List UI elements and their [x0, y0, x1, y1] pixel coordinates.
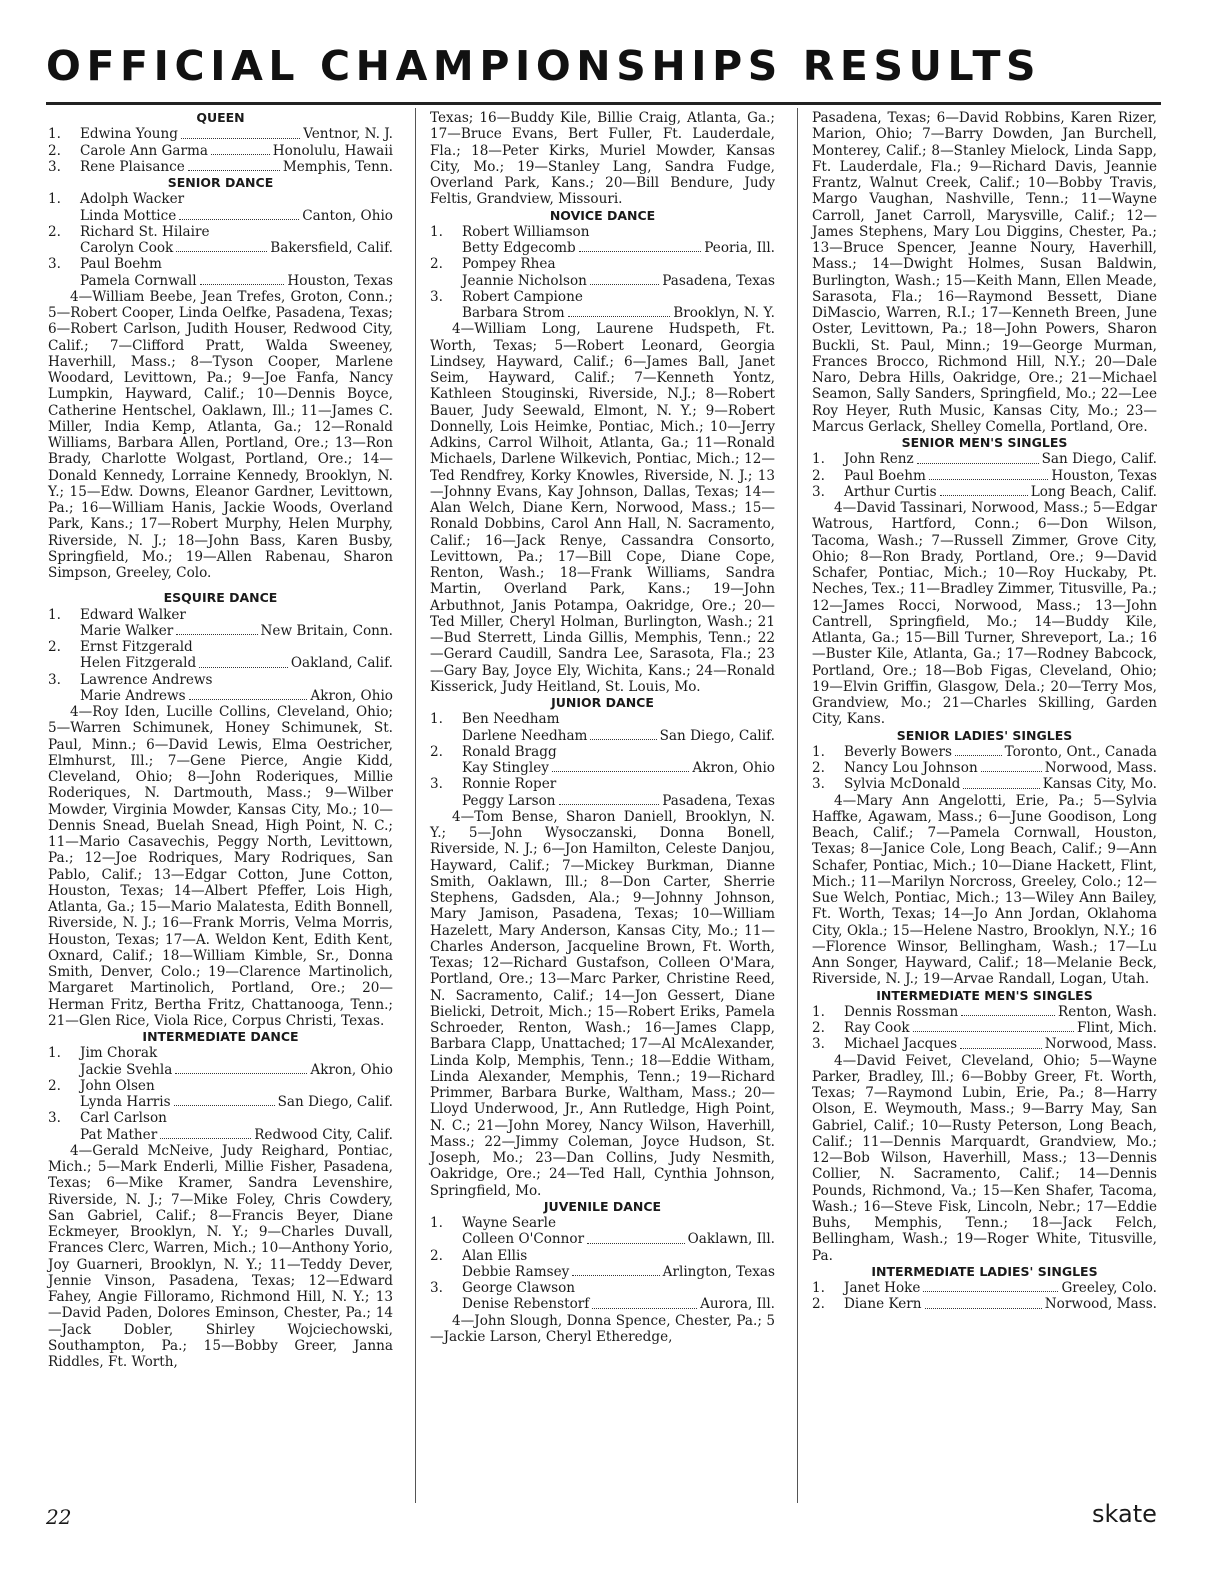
place-partner-1: 3. Robert Campione [430, 288, 583, 305]
place-partner-2: Jeannie Nicholson Pasadena, Texas [462, 272, 775, 289]
section-heading-queen: QUEEN [196, 110, 245, 125]
column-1 [48, 110, 393, 1370]
place-line: 1. Dennis Rossman Renton, Wash. [812, 1003, 1157, 1020]
place-partner-1: 1. Jim Chorak [48, 1045, 158, 1062]
page-title: OFFICIAL CHAMPIONSHIPS RESULTS [46, 42, 1042, 90]
section-heading-senior-mens-singles: SENIOR MEN'S SINGLES [901, 435, 1068, 450]
place-line: 1. Beverly Bowers Toronto, Ont., Canada [812, 743, 1157, 760]
magazine-name: skate [1092, 1500, 1157, 1528]
place-partner-1: 2. Pompey Rhea [430, 256, 556, 273]
column-divider [797, 108, 798, 1503]
section-heading-novice-dance: NOVICE DANCE [549, 207, 656, 223]
place-partner-2: Linda Mottice Canton, Ohio [80, 207, 393, 224]
place-partner-1: 2. John Olsen [48, 1077, 155, 1094]
place-partner-1: 3. Lawrence Andrews [48, 671, 213, 688]
place-partner-2: Darlene Needham San Diego, Calif. [462, 727, 775, 744]
place-line: 3. Arthur Curtis Long Beach, Calif. [812, 483, 1157, 500]
section-heading-junior-dance: JUNIOR DANCE [551, 695, 654, 710]
section-heading-intermediate-dance: INTERMEDIATE DANCE [142, 1029, 299, 1044]
place-line: 2. Ray Cook Flint, Mich. [812, 1020, 1157, 1036]
place-partner-1: 3. Paul Boehm [48, 256, 162, 273]
section-heading-senior-dance: SENIOR DANCE [167, 175, 274, 190]
place-partner-1: 3. Carl Carlson [48, 1110, 167, 1127]
place-partner-1: 2. Richard St. Hilaire [48, 223, 210, 240]
place-partner-2: Debbie Ramsey Arlington, Texas [462, 1263, 775, 1280]
place-partner-2: Denise Rebenstorf Aurora, Ill. [462, 1296, 775, 1313]
place-partner-2: Pat Mather Redwood City, Calif. [80, 1126, 393, 1143]
place-partner-2: Colleen O'Connor Oaklawn, Ill. [462, 1231, 775, 1248]
place-partner-2: Peggy Larson Pasadena, Texas [462, 792, 775, 809]
section-heading-senior-ladies-singles: SENIOR LADIES' SINGLES [896, 727, 1073, 743]
results-paragraph: 4—John Slough, Donna Spence, Chester, Pa.; 5—Jackie Larson, Cheryl Etheredge, [430, 1312, 775, 1345]
column-2 [430, 110, 775, 1345]
place-partner-2: Kay Stingley Akron, Ohio [462, 760, 775, 776]
place-partner-2: Marie Walker New Britain, Conn. [80, 622, 393, 639]
place-partner-1: 3. Ronnie Roper [430, 776, 557, 793]
place-line: 2. Nancy Lou Johnson Norwood, Mass. [812, 760, 1157, 776]
results-paragraph: 4—Mary Ann Angelotti, Erie, Pa.; 5—Sylvia Haffke, Agawam, Mass.; 6—June Goodison, Long Beach, Calif.; 7—Pamela Cornwall, Houston, Texas; 8—Janice Cole, Long Beach, Calif.; 9—Ann Schafer, Pontiac, Mich.; 10—Diane Hackett, Flint, Mich.; 11—Marilyn Norcross, Greeley, Colo.; 12—Sue Welch, Pontiac, Mich.; 13—Wiley Ann Bailey, Ft. Worth, Texas; 14—Jo Ann Jordan, Oklahoma City, Okla.; 15—Helene Nastro, Brooklyn, N.Y.; 16—Florence Winsor, Bellingham, Wash.; 17—Lu Ann Songer, Hayward, Calif.; 18—Melanie Beck, Riverside, N. J.; 19—Arvae Randall, Logan, Utah. [812, 792, 1157, 988]
place-line: 1. Janet Hoke Greeley, Colo. [812, 1280, 1157, 1296]
section-heading-intermediate-ladies-singles: INTERMEDIATE LADIES' SINGLES [871, 1263, 1098, 1279]
place-partner-1: 1. Wayne Searle [430, 1215, 557, 1231]
results-paragraph: 4—William Long, Laurene Hudspeth, Ft. Worth, Texas; 5—Robert Leonard, Georgia Lindsey, Hayward, Calif.; 6—James Ball, Janet Seim, Hayward, Calif.; 7—Kenneth Yontz, Kathleen Stouginski, Riverside, N.J.; 8—Robert Bauer, Judy Seewald, Elmont, N. Y.; 9—Robert Donnelly, Lois Heimke, Pontiac, Mich.; 10—Jerry Adkins, Carrol Wilhoit, Atlanta, Ga.; 11—Ronald Michaels, Darlene Wilkevich, Pontiac, Mich.; 12—Ted Rendfrey, Korky Knowles, Riverside, N. J.; 13—Johnny Evans, Kay Johnson, Dallas, Texas; 14—Alan Welch, Diane Kern, Norwood, Mass.; 15—Ronald Dobbins, Carol Ann Hall, N. Sacramento, Calif.; 16—Jack Renye, Cassandra Consorto, Levittown, Pa.; 17—Bill Cope, Diane Cope, Renton, Wash.; 18—Frank Williams, Sandra Martin, Overland Park, Kans.; 19—John Arbuthnot, Janis Potampa, Oakridge, Ore.; 20—Ted Miller, Cheryl Holman, Burlington, Wash.; 21—Bud Sterrett, Linda Gillis, Memphis, Tenn.; 22—Gerard Caudill, Sandra Lee, Sarasota, Fla.; 23—Gary Bay, Joyce Ely, Wichita, Kans.; 24—Ronald Kisserick, Judy Heitland, St. Louis, Mo. [430, 321, 775, 695]
place-partner-2: Pamela Cornwall Houston, Texas [80, 272, 393, 289]
place-partner-1: 2. Ernst Fitzgerald [48, 639, 193, 655]
results-paragraph: 4—Tom Bense, Sharon Daniell, Brooklyn, N. Y.; 5—John Wysoczanski, Donna Bonell, Riverside, N. J.; 6—Jon Hamilton, Celeste Danjou, Hayward, Calif.; 7—Mickey Burkman, Dianne Smith, Oaklawn, Ill.; 8—Don Carter, Sherrie Stephens, Gadsden, Ala.; 9—Johnny Johnson, Mary Jamison, Pasadena, Texas; 10—William Hazelett, Mary Anderson, Kansas City, Mo.; 11—Charles Anderson, Jacqueline Brown, Ft. Worth, Texas; 12—Richard Gustafson, Colleen O'Mara, Portland, Ore.; 13—Marc Parker, Christine Reed, N. Sacramento, Calif.; 14—Jon Gessert, Diane Bielicki, Detroit, Mich.; 15—Robert Eriks, Pamela Schroeder, Renton, Wash.; 16—James Clapp, Barbara Clapp, Unattached; 17—Al McAlexander, Linda Kolp, Memphis, Tenn.; 18—Eddie Witham, Linda Alexander, Memphis, Tenn.; 19—Richard Primmer, Barbara Burke, Waltham, Mass.; 20—Lloyd Underwood, Jr., Ann Rutledge, High Point, N. C.; 21—John Morey, Nancy Wilson, Haverhill, Mass.; 22—Jimmy Coleman, Joyce Hudson, St. Joseph, Mo.; 23—Dan Collins, Judy Nesmith, Oakridge, Ore.; 24—Ted Hall, Cynthia Johnson, Springfield, Mo. [430, 808, 775, 1199]
place-partner-2: Carolyn Cook Bakersfield, Calif. [80, 240, 393, 256]
page-number: 22 [46, 1505, 72, 1529]
column-divider [415, 108, 416, 1503]
results-paragraph: 4—Roy Iden, Lucille Collins, Cleveland, Ohio; 5—Warren Schimunek, Honey Schimunek, St. Paul, Minn.; 6—David Lewis, Elma Oestricher, Elmhurst, Ill.; 7—Gene Pierce, Angie Kidd, Cleveland, Ohio; 8—John Roderiques, Millie Roderiques, N. Dartmouth, Mass.; 9—Wilber Mowder, Virginia Mowder, Kansas City, Mo.; 10—Dennis Snead, Buelah Snead, High Point, N. C.; 11—Mario Casavechis, Peggy North, Levittown, Pa.; 12—Joe Rodriques, Mary Rodriques, San Pablo, Calif.; 13—Edgar Cotton, June Cotton, Houston, Texas; 14—Albert Pfeffer, Lois High, Atlanta, Ga.; 15—Mario Malatesta, Edith Bonnell, Riverside, N. J.; 16—Frank Morris, Velma Morris, Houston, Texas; 17—A. Weldon Kent, Edith Kent, Oxnard, Calif.; 18—William Kimble, Sr., Donna Smith, Denver, Colo.; 19—Clarence Martinolich, Margaret Martinolich, Portland, Ore.; 20—Herman Fritz, Bertha Fritz, Chattanooga, Tenn.; 21—Glen Rice, Viola Rice, Corpus Christi, Texas. [48, 704, 393, 1029]
place-partner-2: Betty Edgecomb Peoria, Ill. [462, 240, 775, 256]
place-partner-2: Helen Fitzgerald Oakland, Calif. [80, 655, 393, 672]
place-partner-1: 1. Ben Needham [430, 711, 560, 728]
results-paragraph-continued: Texas; 16—Buddy Kile, Billie Craig, Atlanta, Ga.; 17—Bruce Evans, Bert Fuller, Ft. Lauderdale, Fla.; 18—Peter Kirks, Muriel Mowder, Kansas City, Mo.; 19—Stanley Lang, Sandra Fudge, Overland Park, Kans.; 20—Bill Bendure, Judy Feltis, Grandview, Missouri. [430, 110, 775, 208]
place-partner-2: Lynda Harris San Diego, Calif. [80, 1094, 393, 1110]
column-3 [812, 110, 1157, 1313]
place-partner-1: 2. Ronald Bragg [430, 743, 557, 760]
results-paragraph: 4—Gerald McNeive, Judy Reighard, Pontiac, Mich.; 5—Mark Enderli, Millie Fisher, Pasadena, Texas; 6—Mike Kramer, Sandra Levenshire, Riverside, N. J.; 7—Mike Foley, Chris Cowdery, San Gabriel, Calif.; 8—Francis Beyer, Diane Eckmeyer, Brooklyn, N. Y.; 9—Charles Duvall, Frances Clerc, Warren, Mich.; 10—Anthony Yorio, Joy Guarneri, Brooklyn, N. Y.; 11—Teddy Dever, Jennie Vinson, Pasadena, Texas; 12—Edward Fahey, Angie Filloramo, Richmond Hill, N. Y.; 13—David Paden, Dolores Eminson, Chester, Pa.; 14—Jack Dobler, Shirley Wojciechowski, Southampton, Pa.; 15—Bobby Greer, Janna Riddles, Ft. Worth, [48, 1142, 393, 1370]
place-partner-2: Jackie Svehla Akron, Ohio [80, 1061, 393, 1078]
place-partner-1: 1. Adolph Wacker [48, 191, 185, 208]
place-line: 2. Diane Kern Norwood, Mass. [812, 1296, 1157, 1313]
place-line: 3. Sylvia McDonald Kansas City, Mo. [812, 776, 1157, 793]
place-line: 1. Edwina Young Ventnor, N. J. [48, 126, 393, 143]
place-partner-1: 1. Edward Walker [48, 606, 186, 623]
place-partner-1: 2. Alan Ellis [430, 1247, 528, 1264]
place-partner-2: Marie Andrews Akron, Ohio [80, 687, 393, 704]
place-partner-2: Barbara Strom Brooklyn, N. Y. [462, 305, 775, 321]
results-paragraph: 4—William Beebe, Jean Trefes, Groton, Conn.; 5—Robert Cooper, Linda Oelfke, Pasadena, Texas; 6—Robert Carlson, Judith Houser, Redwood City, Calif.; 7—Clifford Pratt, Walda Sweeney, Haverhill, Mass.; 8—Tyson Cooper, Marlene Woodard, Levittown, Pa.; 9—Joe Fanfa, Nancy Lumpkin, Hayward, Calif.; 10—Dennis Boyce, Catherine Hentschel, Oaklawn, Ill.; 11—James C. Miller, India Kemp, Atlanta, Ga.; 12—Ronald Williams, Barbara Allen, Portland, Ore.; 13—Ron Brady, Charlotte Wolgast, Portland, Ore.; 14—Donald Kennedy, Lorraine Kennedy, Brooklyn, N. Y.; 15—Edw. Downs, Eleanor Gardner, Levittown, Pa.; 16—William Hanis, Jackie Woods, Overland Park, Kans.; 17—Robert Murphy, Helen Murphy, Riverside, N. J.; 18—John Bass, Karen Busby, Springfield, Mo.; 19—Allen Rabenau, Sharon Simpson, Greeley, Colo. [48, 288, 393, 581]
title-rule [46, 102, 1161, 105]
place-line: 2. Paul Boehm Houston, Texas [812, 467, 1157, 484]
place-partner-1: 1. Robert Williamson [430, 223, 590, 240]
place-partner-1: 3. George Clawson [430, 1280, 576, 1296]
section-heading-juvenile-dance: JUVENILE DANCE [543, 1198, 662, 1214]
results-paragraph-continued: Pasadena, Texas; 6—David Robbins, Karen Rizer, Marion, Ohio; 7—Barry Dowden, Jan Burchell, Monterey, Calif.; 8—Stanley Mielock, Linda Sapp, Ft. Lauderdale, Fla.; 9—Richard Davis, Jeannie Frantz, Walnut Creek, Calif.; 10—Bobby Travis, Margo Vaughan, Nashville, Tenn.; 11—Wayne Carroll, Janet Carroll, Marysville, Calif.; 12—James Stephens, Mary Lou Diggins, Chester, Pa.; 13—Bruce Spencer, Jeanne Noury, Haverhill, Mass.; 14—Dwight Holmes, Susan Baldwin, Burlington, Wash.; 15—Keith Mann, Ellen Meade, Sarasota, Fla.; 16—Raymond Bessett, Diane DiMascio, Warren, R.I.; 17—Kenneth Breen, June Oster, Levittown, Pa.; 18—John Powers, Sharon Buckli, St. Paul, Minn.; 19—George Murman, Frances Brocco, Richmond Hill, N.Y.; 20—Dale Naro, Debra Hills, Oakridge, Ore.; 21—Michael Seamon, Sally Sanders, Springfield, Mo.; 22—Lee Roy Heyer, Ruth Music, Kansas City, Mo.; 23—Marcus Gerlack, Shelley Comella, Portland, Ore. [812, 110, 1157, 435]
place-line: 2. Carole Ann Garma Honolulu, Hawaii [48, 142, 393, 159]
place-line: 3. Michael Jacques Norwood, Mass. [812, 1036, 1157, 1053]
section-heading-esquire-dance: ESQUIRE DANCE [163, 590, 278, 606]
place-line: 1. John Renz San Diego, Calif. [812, 451, 1157, 468]
section-heading-intermediate-mens-singles: INTERMEDIATE MEN'S SINGLES [876, 987, 1093, 1003]
results-paragraph: 4—David Tassinari, Norwood, Mass.; 5—Edgar Watrous, Hartford, Conn.; 6—Don Wilson, Tacoma, Wash.; 7—Russell Zimmer, Grove City, Ohio; 8—Ron Brady, Portland, Ore.; 9—David Schafer, Pontiac, Mich.; 10—Roy Huckaby, Pt. Neches, Tex.; 11—Bradley Zimmer, Titusville, Pa.; 12—James Rocci, Norwood, Mass.; 13—John Cantrell, Springfield, Mo.; 14—Buddy Kile, Atlanta, Ga.; 15—Bill Turner, Shreveport, La.; 16—Buster Kile, Atlanta, Ga.; 17—Rodney Babcock, Portland, Ore.; 18—Bob Figas, Cleveland, Ohio; 19—Elvin Griffin, Glasgow, Dela.; 20—Terry Mos, Grandview, Mo.; 21—Charles Skilling, Garden City, Kans. [812, 500, 1157, 728]
results-paragraph: 4—David Feivet, Cleveland, Ohio; 5—Wayne Parker, Bradley, Ill.; 6—Bobby Greer, Ft. Worth, Texas; 7—Raymond Lubin, Erie, Pa.; 8—Harry Olson, E. Weymouth, Mass.; 9—Barry May, San Gabriel, Calif.; 10—Rusty Peterson, Long Beach, Calif.; 11—Dennis Marquardt, Grandview, Mo.; 12—Bob Wilson, Haverhill, Mass.; 13—Dennis Collier, N. Sacramento, Calif.; 14—Dennis Pounds, Richmond, Va.; 15—Ken Shafer, Tacoma, Wash.; 16—Steve Fisk, Lincoln, Nebr.; 17—Eddie Buhs, Memphis, Tenn.; 18—Jack Felch, Bellingham, Wash.; 19—Roger White, Titusville, Pa. [812, 1052, 1157, 1264]
place-line: 3. Rene Plaisance Memphis, Tenn. [48, 158, 393, 175]
